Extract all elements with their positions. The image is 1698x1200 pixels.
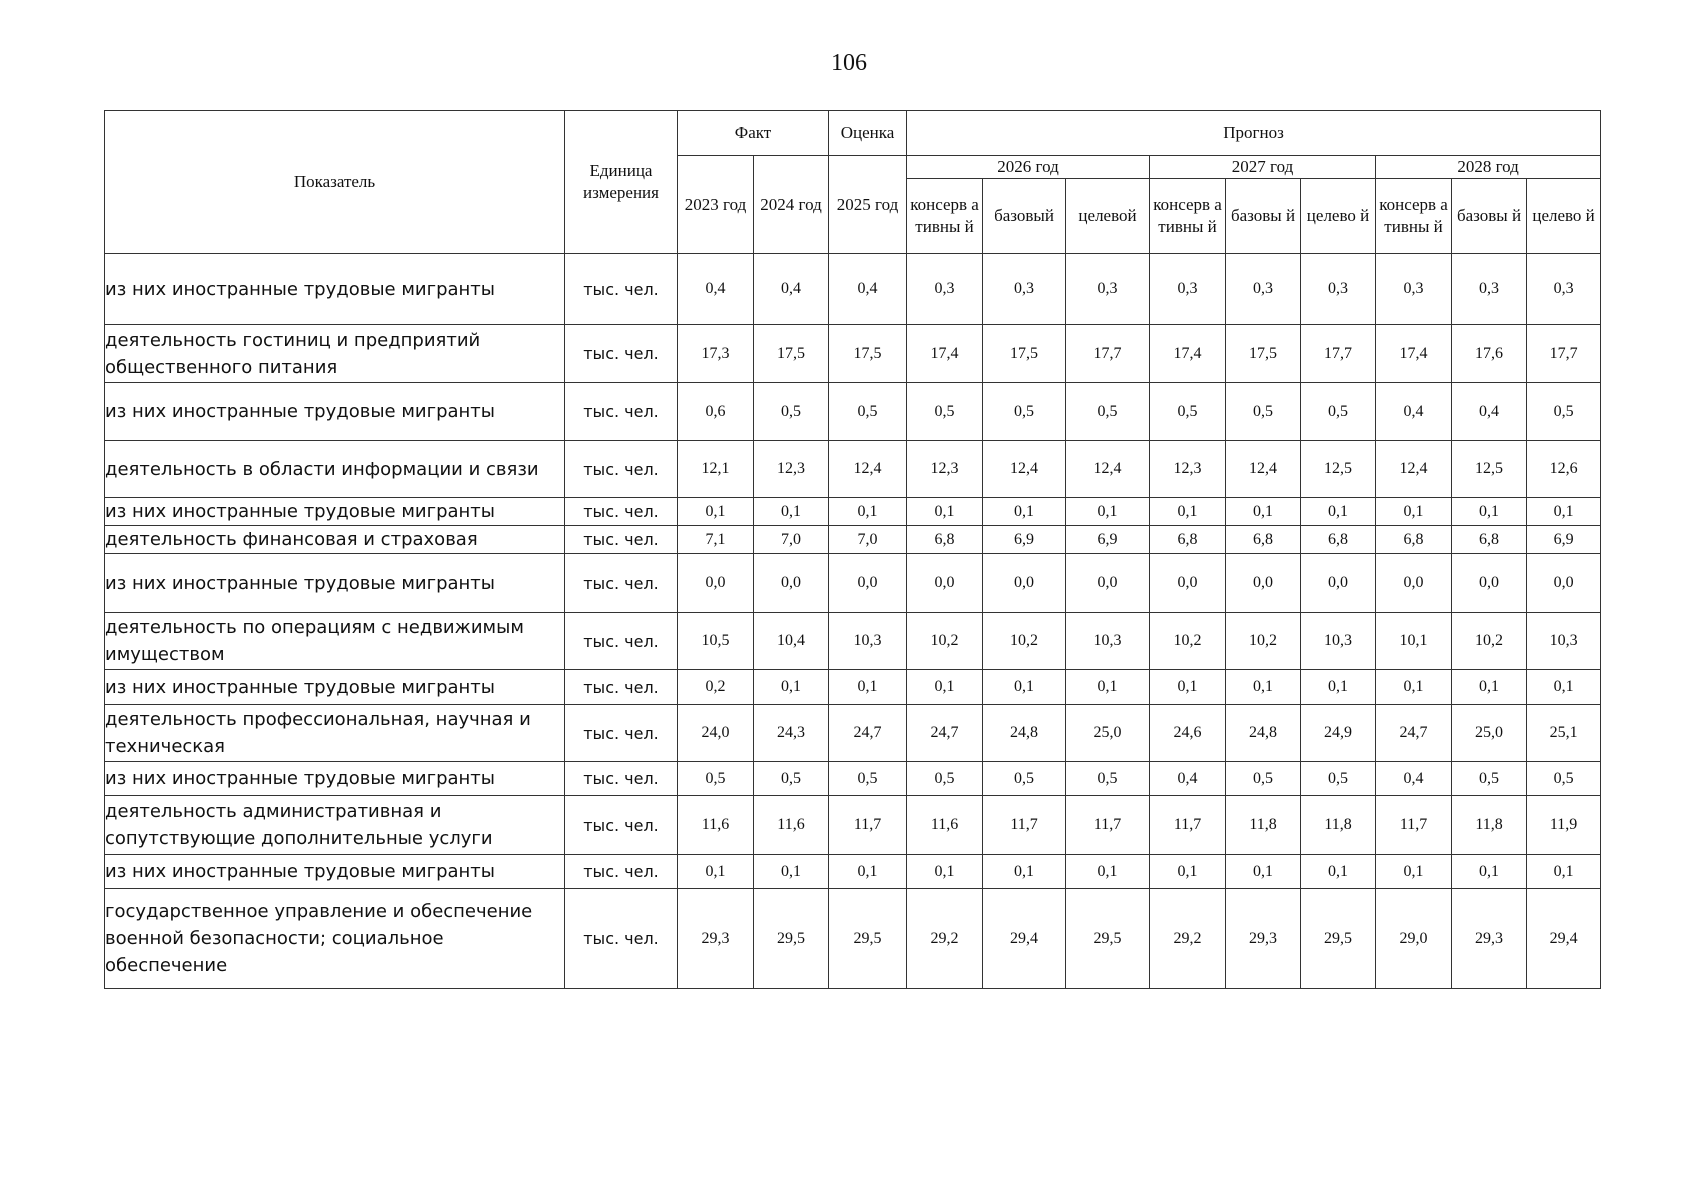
header-estimate: Оценка <box>829 111 907 156</box>
row-value: 0,3 <box>1066 254 1150 325</box>
row-value: 7,0 <box>754 526 829 554</box>
row-unit: тыс. чел. <box>565 613 678 670</box>
row-value: 0,1 <box>829 498 907 526</box>
row-value: 0,3 <box>1150 254 1226 325</box>
row-value: 0,1 <box>907 670 983 705</box>
row-value: 0,0 <box>1452 554 1527 613</box>
row-value: 24,6 <box>1150 705 1226 762</box>
row-unit: тыс. чел. <box>565 889 678 989</box>
row-indicator: из них иностранные трудовые мигранты <box>105 498 565 526</box>
row-value: 0,1 <box>1150 670 1226 705</box>
header-variant-2028-conservative: консерв ативны й <box>1376 179 1452 254</box>
header-forecast: Прогноз <box>907 111 1601 156</box>
row-value: 0,2 <box>678 670 754 705</box>
row-value: 6,8 <box>1226 526 1301 554</box>
row-value: 0,0 <box>1150 554 1226 613</box>
row-value: 6,8 <box>1452 526 1527 554</box>
row-value: 11,8 <box>1301 796 1376 855</box>
row-value: 29,4 <box>1527 889 1601 989</box>
row-value: 25,1 <box>1527 705 1601 762</box>
row-value: 17,7 <box>1301 325 1376 383</box>
table-row <box>105 498 1601 526</box>
row-value: 17,5 <box>1226 325 1301 383</box>
row-value: 10,3 <box>1301 613 1376 670</box>
row-value: 0,3 <box>1527 254 1601 325</box>
header-unit: Единица измерения <box>565 111 678 254</box>
row-value: 29,3 <box>1226 889 1301 989</box>
row-value: 10,2 <box>1226 613 1301 670</box>
row-value: 0,0 <box>1226 554 1301 613</box>
row-value: 24,3 <box>754 705 829 762</box>
table-row <box>105 613 1601 670</box>
row-value: 29,5 <box>829 889 907 989</box>
table-body <box>105 254 1601 989</box>
row-value: 24,7 <box>1376 705 1452 762</box>
row-value: 0,4 <box>1376 762 1452 796</box>
page-number: 106 <box>831 50 867 76</box>
row-value: 0,1 <box>1527 855 1601 889</box>
row-value: 0,1 <box>1066 855 1150 889</box>
row-value: 0,1 <box>1066 498 1150 526</box>
row-value: 0,0 <box>1066 554 1150 613</box>
row-value: 17,7 <box>1527 325 1601 383</box>
row-value: 11,7 <box>1150 796 1226 855</box>
row-value: 0,1 <box>1527 498 1601 526</box>
row-value: 0,1 <box>829 855 907 889</box>
row-value: 0,1 <box>1376 498 1452 526</box>
table-row <box>105 526 1601 554</box>
row-value: 29,2 <box>907 889 983 989</box>
row-unit: тыс. чел. <box>565 498 678 526</box>
row-value: 0,0 <box>1527 554 1601 613</box>
row-value: 0,5 <box>983 762 1066 796</box>
row-value: 12,4 <box>1226 441 1301 498</box>
row-value: 0,5 <box>1452 762 1527 796</box>
header-variant-2027-conservative: консерв ативны й <box>1150 179 1226 254</box>
row-indicator: деятельность гостиниц и предприятий общественного питания <box>105 325 565 383</box>
header-year-2028: 2028 год <box>1376 156 1601 179</box>
row-value: 0,0 <box>1376 554 1452 613</box>
row-value: 6,8 <box>1301 526 1376 554</box>
row-value: 24,0 <box>678 705 754 762</box>
row-value: 0,5 <box>829 383 907 441</box>
row-value: 0,1 <box>1376 855 1452 889</box>
row-unit: тыс. чел. <box>565 526 678 554</box>
row-value: 0,5 <box>907 383 983 441</box>
row-value: 24,8 <box>1226 705 1301 762</box>
table-row <box>105 554 1601 613</box>
row-unit: тыс. чел. <box>565 670 678 705</box>
row-value: 0,1 <box>1301 498 1376 526</box>
header-variant-2028-target: целево й <box>1527 179 1601 254</box>
header-year-2027: 2027 год <box>1150 156 1376 179</box>
row-value: 0,5 <box>1226 383 1301 441</box>
row-value: 0,1 <box>829 670 907 705</box>
row-unit: тыс. чел. <box>565 855 678 889</box>
row-value: 0,4 <box>754 254 829 325</box>
row-value: 0,1 <box>678 855 754 889</box>
row-value: 0,5 <box>829 762 907 796</box>
row-value: 29,4 <box>983 889 1066 989</box>
row-value: 12,3 <box>754 441 829 498</box>
row-value: 24,7 <box>907 705 983 762</box>
row-value: 0,1 <box>1376 670 1452 705</box>
row-value: 0,5 <box>983 383 1066 441</box>
row-value: 11,7 <box>1066 796 1150 855</box>
row-value: 11,9 <box>1527 796 1601 855</box>
row-value: 12,5 <box>1301 441 1376 498</box>
row-indicator: из них иностранные трудовые мигранты <box>105 254 565 325</box>
header-indicator: Показатель <box>105 111 565 254</box>
row-indicator: деятельность административная и сопутствующие дополнительные услуги <box>105 796 565 855</box>
table-row <box>105 325 1601 383</box>
row-value: 0,1 <box>1226 855 1301 889</box>
row-value: 0,0 <box>1301 554 1376 613</box>
row-value: 11,7 <box>1376 796 1452 855</box>
table-row <box>105 383 1601 441</box>
table-row <box>105 889 1601 989</box>
row-value: 17,6 <box>1452 325 1527 383</box>
table-row <box>105 254 1601 325</box>
row-value: 12,4 <box>1066 441 1150 498</box>
row-value: 0,1 <box>907 855 983 889</box>
row-value: 0,1 <box>754 498 829 526</box>
header-year-2025: 2025 год <box>829 156 907 254</box>
row-value: 6,8 <box>1150 526 1226 554</box>
header-year-2023: 2023 год <box>678 156 754 254</box>
row-value: 0,0 <box>983 554 1066 613</box>
row-unit: тыс. чел. <box>565 796 678 855</box>
row-value: 0,1 <box>983 670 1066 705</box>
row-value: 0,1 <box>1226 498 1301 526</box>
row-unit: тыс. чел. <box>565 325 678 383</box>
row-value: 6,8 <box>907 526 983 554</box>
row-value: 29,3 <box>1452 889 1527 989</box>
row-value: 0,5 <box>1226 762 1301 796</box>
table-row <box>105 796 1601 855</box>
row-value: 12,4 <box>1376 441 1452 498</box>
row-value: 17,5 <box>983 325 1066 383</box>
row-value: 11,7 <box>829 796 907 855</box>
row-value: 0,3 <box>1376 254 1452 325</box>
row-value: 0,4 <box>1452 383 1527 441</box>
row-indicator: деятельность по операциям с недвижимым имуществом <box>105 613 565 670</box>
row-value: 0,1 <box>1452 855 1527 889</box>
row-value: 0,0 <box>829 554 907 613</box>
row-value: 11,8 <box>1452 796 1527 855</box>
row-value: 0,3 <box>907 254 983 325</box>
row-value: 25,0 <box>1066 705 1150 762</box>
header-year-2024: 2024 год <box>754 156 829 254</box>
row-value: 0,5 <box>754 383 829 441</box>
row-value: 0,5 <box>1066 762 1150 796</box>
row-value: 0,1 <box>1150 855 1226 889</box>
row-value: 0,1 <box>1452 670 1527 705</box>
row-value: 6,9 <box>1527 526 1601 554</box>
row-value: 0,4 <box>678 254 754 325</box>
row-value: 6,8 <box>1376 526 1452 554</box>
row-indicator: из них иностранные трудовые мигранты <box>105 554 565 613</box>
row-value: 11,6 <box>678 796 754 855</box>
row-value: 0,0 <box>907 554 983 613</box>
row-value: 0,1 <box>754 855 829 889</box>
row-value: 11,8 <box>1226 796 1301 855</box>
row-indicator: из них иностранные трудовые мигранты <box>105 383 565 441</box>
header-variant-2026-base: базовый <box>983 179 1066 254</box>
row-value: 17,5 <box>829 325 907 383</box>
row-value: 0,5 <box>1150 383 1226 441</box>
row-indicator: государственное управление и обеспечение военной безопасности; социальное обеспечение <box>105 889 565 989</box>
row-indicator: из них иностранные трудовые мигранты <box>105 855 565 889</box>
row-value: 10,2 <box>983 613 1066 670</box>
row-value: 0,1 <box>1226 670 1301 705</box>
header-variant-2027-target: целево й <box>1301 179 1376 254</box>
row-value: 0,1 <box>754 670 829 705</box>
header-variant-2026-target: целевой <box>1066 179 1150 254</box>
header-variant-2027-base: базовы й <box>1226 179 1301 254</box>
row-value: 0,0 <box>678 554 754 613</box>
row-value: 10,4 <box>754 613 829 670</box>
row-value: 10,3 <box>829 613 907 670</box>
row-value: 17,7 <box>1066 325 1150 383</box>
row-value: 12,6 <box>1527 441 1601 498</box>
row-indicator: из них иностранные трудовые мигранты <box>105 670 565 705</box>
row-value: 12,5 <box>1452 441 1527 498</box>
row-value: 0,5 <box>754 762 829 796</box>
row-value: 7,1 <box>678 526 754 554</box>
row-value: 0,3 <box>1301 254 1376 325</box>
row-value: 0,1 <box>678 498 754 526</box>
row-value: 17,4 <box>907 325 983 383</box>
forecast-table <box>104 110 1601 989</box>
row-value: 24,8 <box>983 705 1066 762</box>
row-value: 0,4 <box>1150 762 1226 796</box>
row-unit: тыс. чел. <box>565 383 678 441</box>
table-row <box>105 441 1601 498</box>
row-value: 0,5 <box>1301 383 1376 441</box>
row-value: 24,7 <box>829 705 907 762</box>
row-unit: тыс. чел. <box>565 441 678 498</box>
row-value: 7,0 <box>829 526 907 554</box>
row-value: 0,5 <box>678 762 754 796</box>
row-value: 0,5 <box>1066 383 1150 441</box>
row-value: 17,4 <box>1376 325 1452 383</box>
row-value: 10,2 <box>1150 613 1226 670</box>
row-value: 0,1 <box>907 498 983 526</box>
row-value: 0,4 <box>1376 383 1452 441</box>
row-unit: тыс. чел. <box>565 254 678 325</box>
row-unit: тыс. чел. <box>565 762 678 796</box>
row-value: 0,1 <box>1150 498 1226 526</box>
row-indicator: деятельность финансовая и страховая <box>105 526 565 554</box>
row-value: 0,1 <box>1066 670 1150 705</box>
row-value: 29,5 <box>1301 889 1376 989</box>
header-year-2026: 2026 год <box>907 156 1150 179</box>
row-value: 29,5 <box>754 889 829 989</box>
table-row <box>105 670 1601 705</box>
row-value: 12,3 <box>1150 441 1226 498</box>
row-value: 0,5 <box>907 762 983 796</box>
row-value: 10,3 <box>1066 613 1150 670</box>
row-value: 10,2 <box>907 613 983 670</box>
table-row <box>105 705 1601 762</box>
row-unit: тыс. чел. <box>565 705 678 762</box>
row-value: 17,3 <box>678 325 754 383</box>
row-indicator: из них иностранные трудовые мигранты <box>105 762 565 796</box>
row-value: 12,4 <box>983 441 1066 498</box>
row-value: 29,3 <box>678 889 754 989</box>
row-value: 12,1 <box>678 441 754 498</box>
row-value: 6,9 <box>983 526 1066 554</box>
row-value: 0,3 <box>983 254 1066 325</box>
table-header <box>105 111 1601 254</box>
row-value: 0,5 <box>1527 762 1601 796</box>
row-value: 29,0 <box>1376 889 1452 989</box>
row-value: 6,9 <box>1066 526 1150 554</box>
row-unit: тыс. чел. <box>565 554 678 613</box>
row-value: 0,3 <box>1226 254 1301 325</box>
row-value: 0,0 <box>754 554 829 613</box>
row-value: 0,5 <box>1301 762 1376 796</box>
header-variant-2028-base: базовы й <box>1452 179 1527 254</box>
row-value: 0,1 <box>983 855 1066 889</box>
header-variant-2026-conservative: консерв ативны й <box>907 179 983 254</box>
row-value: 10,3 <box>1527 613 1601 670</box>
row-value: 29,2 <box>1150 889 1226 989</box>
table-row <box>105 855 1601 889</box>
row-value: 0,4 <box>829 254 907 325</box>
row-value: 10,1 <box>1376 613 1452 670</box>
row-value: 25,0 <box>1452 705 1527 762</box>
row-value: 0,6 <box>678 383 754 441</box>
row-value: 0,5 <box>1527 383 1601 441</box>
row-value: 11,6 <box>907 796 983 855</box>
row-value: 24,9 <box>1301 705 1376 762</box>
header-fact: Факт <box>678 111 829 156</box>
row-value: 17,5 <box>754 325 829 383</box>
row-value: 17,4 <box>1150 325 1226 383</box>
row-value: 12,4 <box>829 441 907 498</box>
row-value: 12,3 <box>907 441 983 498</box>
table-row <box>105 762 1601 796</box>
row-value: 0,1 <box>1527 670 1601 705</box>
row-value: 29,5 <box>1066 889 1150 989</box>
row-value: 0,1 <box>1301 670 1376 705</box>
row-value: 10,2 <box>1452 613 1527 670</box>
row-indicator: деятельность профессиональная, научная и техническая <box>105 705 565 762</box>
row-value: 0,1 <box>983 498 1066 526</box>
row-indicator: деятельность в области информации и связи <box>105 441 565 498</box>
row-value: 11,7 <box>983 796 1066 855</box>
row-value: 11,6 <box>754 796 829 855</box>
row-value: 10,5 <box>678 613 754 670</box>
row-value: 0,1 <box>1452 498 1527 526</box>
row-value: 0,1 <box>1301 855 1376 889</box>
row-value: 0,3 <box>1452 254 1527 325</box>
